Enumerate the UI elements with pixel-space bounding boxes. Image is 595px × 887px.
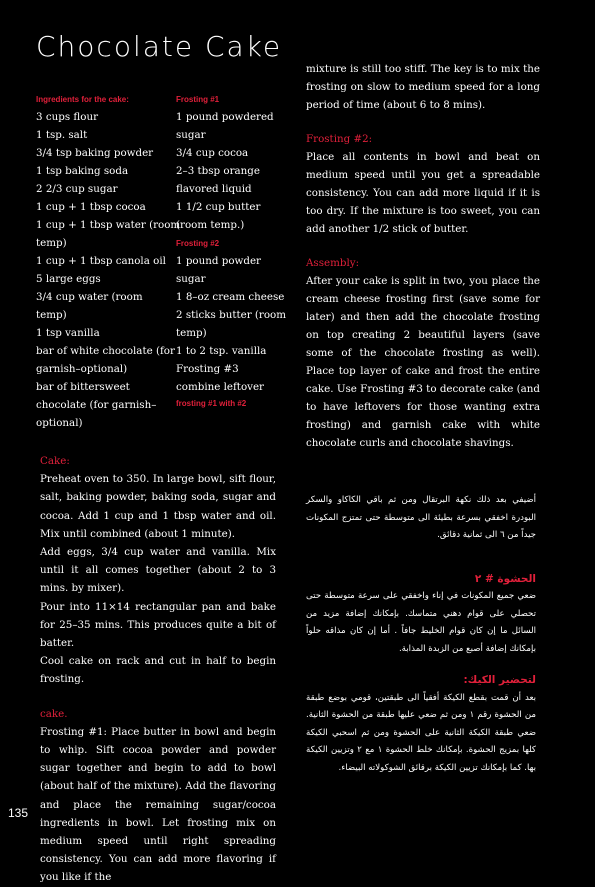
frosting-column [176, 92, 286, 412]
arabic-section [306, 492, 536, 777]
ingredient-line: chocolate (for garnish– [36, 399, 157, 411]
ingredient-line: 1 tsp baking soda [36, 165, 129, 177]
frosting1-line: 1 pound powdered [176, 111, 274, 123]
ingredient-line: 1 cup + 1 tbsp water (room [36, 219, 181, 231]
frosting2-list [176, 252, 286, 360]
ingredient-line: bar of white chocolate (for [36, 345, 175, 357]
cake-instructions [40, 452, 276, 887]
cake2-heading: cake. [40, 707, 68, 720]
page-number: 135 [8, 806, 29, 820]
ingredient-line: 1 cup + 1 tbsp canola oil [36, 255, 166, 267]
cake-paragraph: Add eggs, 3/4 cup water and vanilla. Mix until it all comes together (about 2 to 3 mins. by mixer). [40, 546, 276, 595]
ingredient-line: bar of bittersweet [36, 381, 130, 393]
frosting1-line: (room temp.) [176, 219, 245, 231]
arabic-paragraph-3: بعد أن قمت بقطع الكيكة أفقياً الى طبقتين، قومي بوضع طبقة من الحشوة رقم ١ ومن ثم ضعي عليها طبقة من الحشوة الثانية. ضعي طبقة الكيكة الثانية على الحشوة ومن ثم اسحبي الكيكة كلها بمزيج الحشوة. بإمكانك خلط الحشوة ١ مع ٢ وتزيين الكيكة بها. كما بإمكانك تزيين الكيكة برقائق الشوكولاته البيضاء. [306, 692, 537, 773]
arabic-heading-3: لتحضير الكيك: [463, 674, 536, 686]
frosting2-line: sugar [176, 273, 206, 285]
ingredient-line: 1 tsp. salt [36, 129, 88, 141]
arabic-heading-2: الحشوة # ٢ [474, 572, 536, 585]
frosting2-instructions: Place all contents in bowl and beat on medium speed until you get a spreadable consistency. You can add more liquid if it is too dry. If the mixture is too sweet, you can add another 1/2 stick of butter. [306, 151, 540, 235]
cake-paragraph: Pour into 11×14 rectangular pan and bake for 25–35 mins. This produces quite a bit of batter. [40, 600, 276, 650]
assembly-heading: Assembly: [306, 257, 360, 269]
cake-paragraphs [40, 470, 276, 688]
ingredient-line: temp) [36, 237, 67, 249]
ingredient-line: 3 cups flour [36, 111, 98, 123]
frosting1-line: 3/4 cup cocoa [176, 147, 249, 159]
frosting1-heading: Frosting #1 [176, 95, 220, 104]
assembly-instructions: After your cake is split in two, you place the cream cheese frosting first (save some for later) and then add the chocolate frosting on top creating 2 beautiful layers (save some of the chocolate frosting as well). Place top layer of cake and frost the entire cake. Use Frosting #3 to decorate cake (and to have leftovers for those wanting extra frosting) and garnish cake with white chocolate curls and chocolate shavings. [306, 275, 540, 449]
ingredient-line: 1 tsp vanilla [36, 327, 100, 339]
arabic-paragraph-1: أضيفي بعد ذلك نكهة البرتقال ومن ثم باقي الكاكاو والسكر البودرة اخفقي بسرعة بطيئة الى متوسطة حتى تمتزج المكونات جيداً من ٦ الى ثمانية دقائق. [306, 495, 536, 540]
ingredient-line: optional) [36, 417, 83, 429]
frosting2-line: 1 to 2 tsp. vanilla [176, 345, 267, 357]
frosting2-instructions-heading: Frosting #2: [306, 133, 373, 145]
frosting1-list [176, 108, 276, 234]
ingredient-line: 2 2/3 cup sugar [36, 183, 118, 195]
ingredient-line: temp) [36, 309, 67, 321]
page-title: Chocolate Cake [36, 30, 283, 63]
ingredient-line: 3/4 cup water (room [36, 291, 143, 303]
frosting1-instructions: Frosting #1: Place butter in bowl and begin to whip. Sift cocoa powder and powder sugar together and begin to add to bowl (about half of the mixture). Add the flavoring and place the remaining sugar/cocoa ingredients in bowl. Let frosting mix on medium speed until right spreading consistency. You can add more flavoring if you like if the [40, 725, 276, 884]
right-column [306, 60, 540, 452]
cake-heading: Cake: [40, 455, 70, 467]
ingredient-line: garnish–optional) [36, 363, 128, 375]
frosting2-line: temp) [176, 327, 207, 339]
frosting1-line: 2–3 tbsp orange [176, 165, 260, 177]
ingredient-line: 3/4 tsp baking powder [36, 147, 154, 159]
cake-paragraph: Cool cake on rack and cut in half to begin frosting. [40, 655, 276, 686]
ingredient-line: 1 cup + 1 tbsp cocoa [36, 201, 146, 213]
frosting2-heading: Frosting #2 [176, 239, 220, 248]
arabic-paragraph-2: ضعي جميع المكونات في إناء واخفقي على سرعة متوسطة حتى تحصلي على قوام دهني متماسك. بإمكانك إضافة مزيد من السائل ما إن كان قوام الخليط جافاً . أما إن كان مذاقه حلواً بإمكانك إضافة أصبع من الزبدة المذابة. [306, 591, 536, 654]
ingredients-list [36, 108, 181, 432]
frosting2-line: 1 8–oz cream cheese [176, 291, 285, 303]
frosting3-label: Frosting #3 [176, 363, 239, 375]
frosting1-line: flavored liquid [176, 183, 252, 195]
continuation-text: mixture is still too stiff. The key is to mix the frosting on slow to medium speed for a long period of time (about 6 to 8 mins). [306, 63, 540, 111]
ingredients-column [36, 92, 181, 432]
frosting2-line: 2 sticks butter (room [176, 309, 286, 321]
frosting3-text: combine leftover [176, 381, 264, 393]
frosting2-line: 1 pound powder [176, 255, 261, 267]
frosting1-line: sugar [176, 129, 206, 141]
frosting3-note: frosting #1 with #2 [176, 399, 247, 408]
cake-paragraph: Preheat oven to 350. In large bowl, sift flour, salt, baking powder, baking soda, sugar and cocoa. Add 1 cup and 1 tbsp water and oil. Mix until combined (about 1 minute). [40, 473, 276, 540]
frosting1-line: 1 1/2 cup butter [176, 201, 261, 213]
ingredients-heading: Ingredients for the cake: [36, 95, 129, 104]
ingredient-line: 5 large eggs [36, 273, 101, 285]
